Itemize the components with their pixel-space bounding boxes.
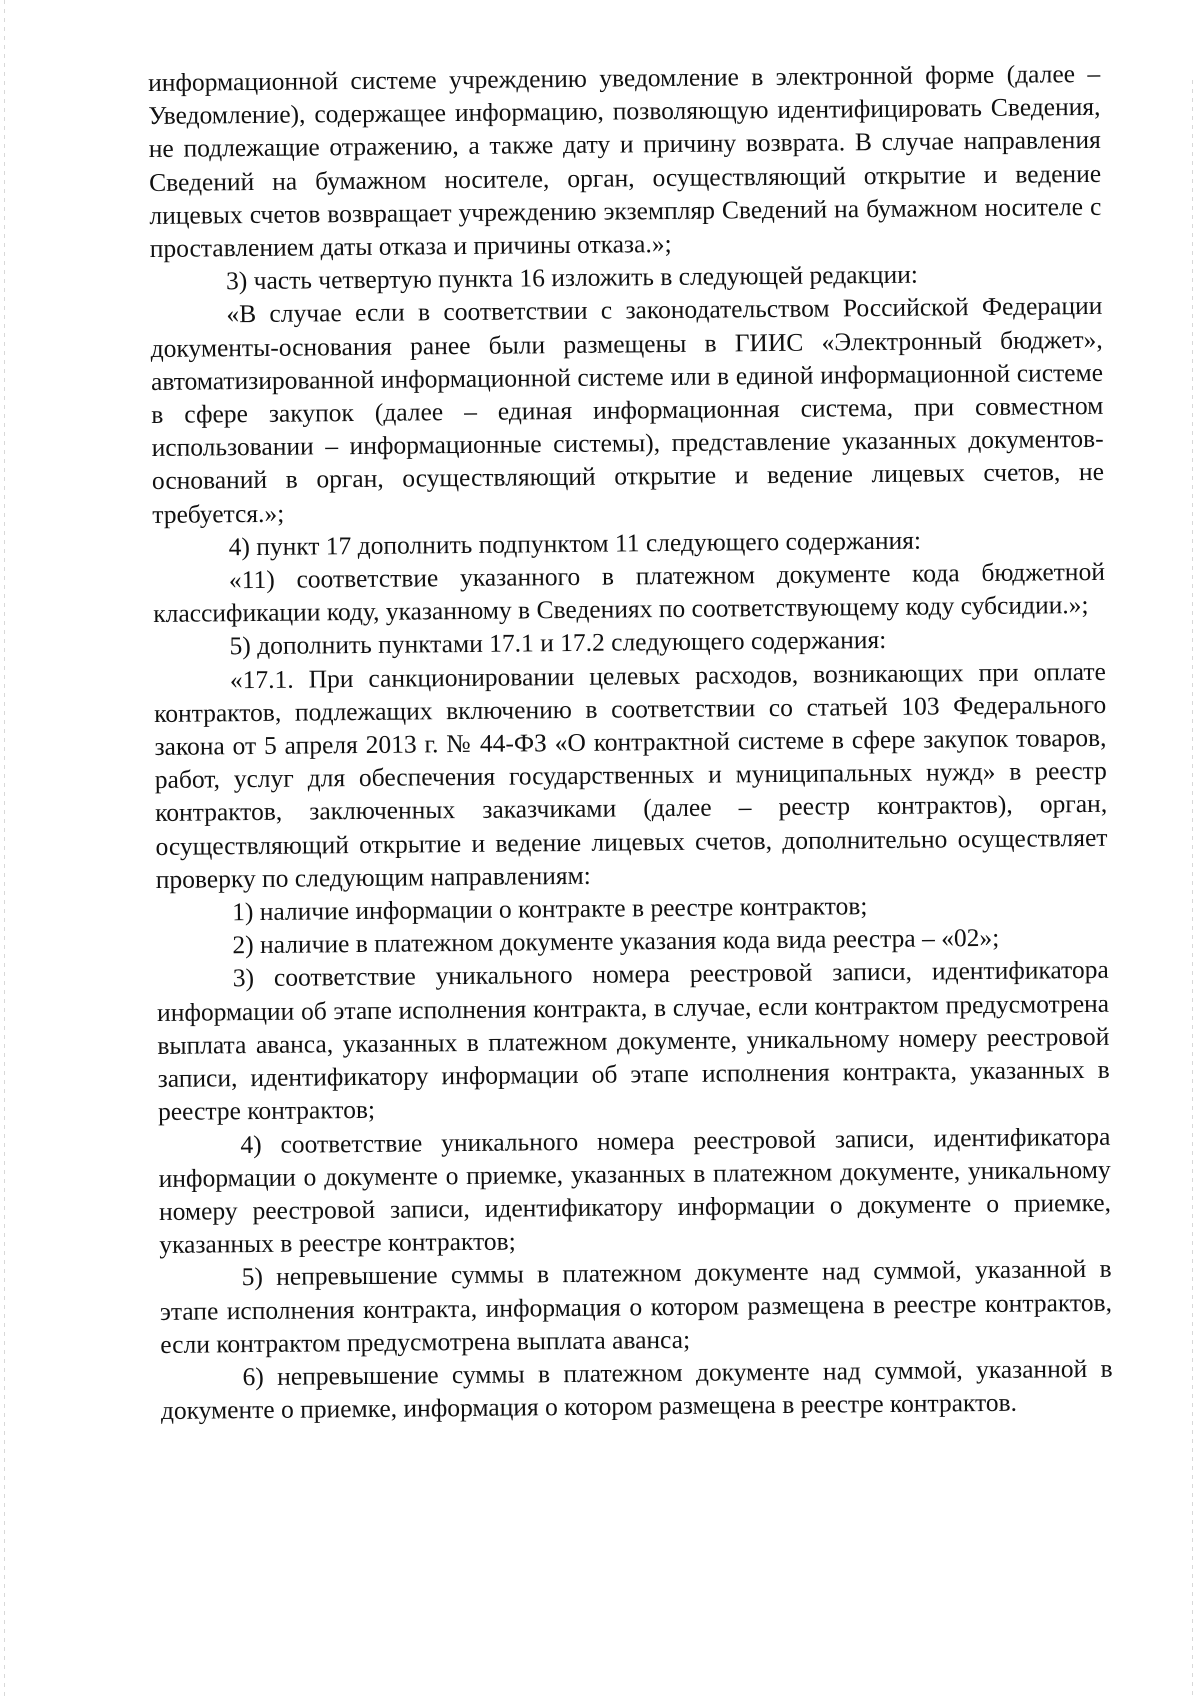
document-page <box>148 57 1113 1427</box>
paragraph-12: 5) непревышение суммы в платежном документе над суммой, указанной в этапе исполнения контракта, информация о котором размещена в реестре контрактов, если контрактом предусмотрена выплата аванса; <box>159 1254 1113 1359</box>
paragraph-4: 4) пункт 17 дополнить подпунктом 11 следующего содержания: <box>228 525 922 562</box>
paragraph-9: 2) наличие в платежном документе указания кода вида реестра – «02»; <box>232 923 1000 960</box>
scan-edge-right <box>1192 80 1193 1698</box>
paragraph-1: информационной системе учреждению уведомление в электронной форме (далее – Уведомление), содержащее информацию, позволяющую идентифицировать Сведения, не подлежащие отражению, а также дату и причину возврата. В случае направления Сведений на бумажном носителе, орган, осуществляющий открытие и ведение лицевых счетов возвращает учреждению экземпляр Сведений на бумажном носителе с проставлением даты отказа и причины отказа.»; <box>148 58 1102 264</box>
paragraph-3: «В случае если в соответствии с законодательством Российской Федерации документы-основания ранее были размещены в ГИИС «Электронный бюджет», автоматизированной информационной системе или в единой информационной системе в сфере закупок (далее – единая информационная система, при совместном использовании – информационные системы), представление указанных документов-оснований в орган, осуществляющий открытие и ведение лицевых счетов, не требуется.»; <box>150 291 1105 529</box>
paragraph-6: 5) дополнить пунктами 17.1 и 17.2 следующего содержания: <box>229 625 887 661</box>
paragraph-5: «11) соответствие указанного в платежном документе кода бюджетной классификации коду, указанному в Сведениях по соответствующему коду субсидии.»; <box>153 556 1106 629</box>
scan-edge-left <box>4 0 5 1698</box>
paragraph-13: 6) непревышение суммы в платежном документе над суммой, указанной в документе о приемке, информация о котором размещена в реестре контрактов. <box>160 1353 1113 1426</box>
paragraph-2: 3) часть четвертую пункта 16 изложить в следующей редакции: <box>225 259 919 296</box>
paragraph-11: 4) соответствие уникального номера реестровой записи, идентификатора информации о документе о приемке, указанных в платежном документе, уникальному номеру реестровой записи, идентификатору информации о документе о приемке, указанных в реестре контрактов; <box>158 1121 1112 1260</box>
paragraph-7: «17.1. При санкционировании целевых расходов, возникающих при оплате контрактов, подлежащих включению в соответствии со статьей 103 Федерального закона от 5 апреля 2013 г. № 44-ФЗ «О контрактной системе в сфере закупок товаров, работ, услуг для обеспечения государственных и муниципальных нужд» в реестр контрактов, заключенных заказчиками (далее – реестр контрактов), орган, осуществляющий открытие и ведение лицевых счетов, дополнительно осуществляет проверку по следующим направлениям: <box>154 656 1108 894</box>
paragraph-10: 3) соответствие уникального номера реестровой записи, идентификатора информации об этапе исполнения контракта, в случае, если контрактом предусмотрена выплата аванса, указанных в платежном документе, уникальному номеру реестровой записи, идентификатору информации об этапе исполнения контракта, указанных в реестре контрактов; <box>156 955 1110 1127</box>
paragraph-8: 1) наличие информации о контракте в реестре контрактов; <box>231 891 868 927</box>
